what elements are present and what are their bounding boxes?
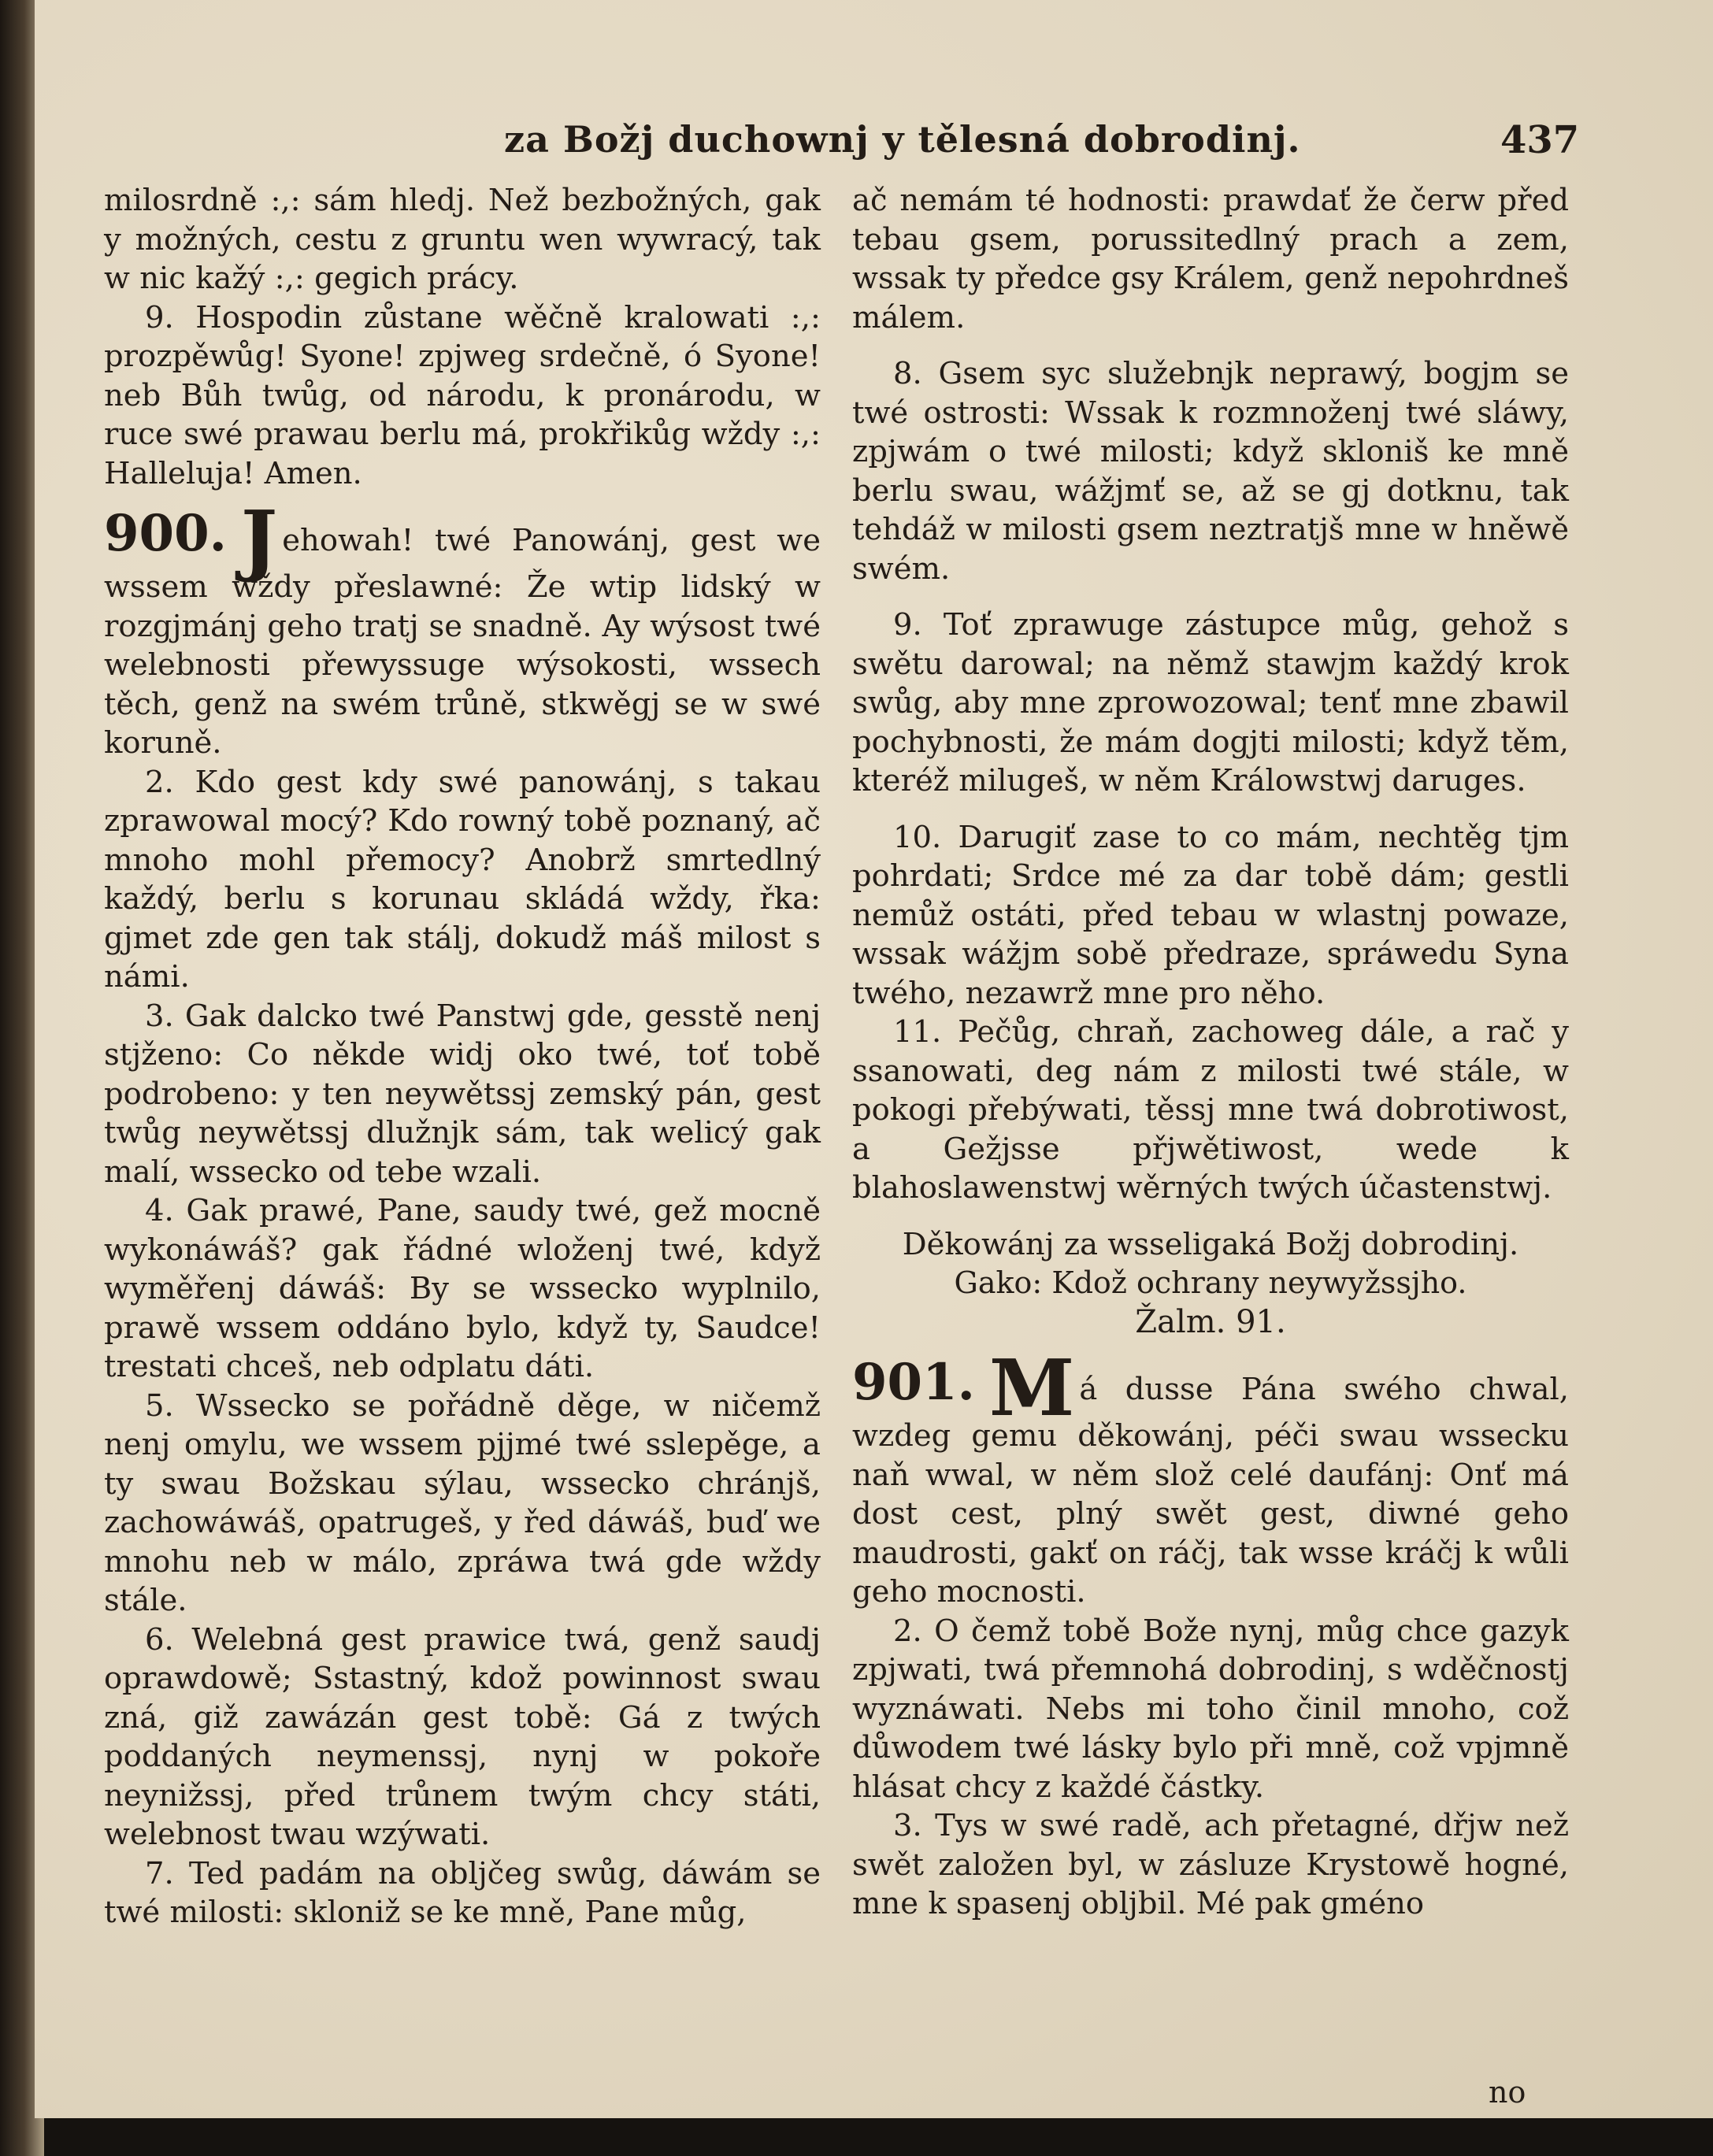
hymn-900-first-verse — [104, 495, 821, 763]
verse-4: 4. Gak prawé, Pane, saudy twé, gež mocně wykonáwáš? gak řádné wloženj twé, když wyměřenj dáwáš: By se wssecko wyplnilo, prawě wssem oddáno bylo, když ty, Saudce! trestati chceš, neb odplatu dáti. — [104, 1193, 821, 1384]
psalm-reference: Žalm. 91. — [1135, 1303, 1286, 1340]
hymn-text: ehowah! twé Panowánj, gest we wssem wždy přeslawné: Že wtip lidský w rozgjmánj geho tratj se snadně. Ay wýsost twé welebnosti přewyssuge wýsokosti, wssech těch, genž na swém trůně, stkwěgj se w swé koruně. — [104, 523, 821, 761]
drop-cap: M — [988, 1343, 1075, 1434]
drop-cap: J — [240, 495, 278, 585]
verse-7: 7. Ted padám na obljčeg swůg, dáwám se twé milosti: skloniž se ke mně, Pane můg, — [104, 1855, 821, 1930]
verse-6: 6. Welebná gest prawice twá, genž saudj oprawdowě; Sstastný, kdož powinnost swau zná, giž zawázán gest tobě: Gá z twých poddaných neymenssj, nynj w pokoře neynižssj, před trůnem twým chcy státi, welebnost twau wzýwati. — [104, 1621, 821, 1852]
verse-2: 2. Kdo gest kdy swé panowánj, s takau zprawowal mocý? Kdo rowný tobě poznaný, ač mnoho mohl přemocy? Anobrž smrtedlný každý, berlu s korunau skládá wždy, řka: gjmet zde gen tak stálj, dokudž máš milost s námi. — [104, 764, 821, 995]
continued-verse: ač nemám té hodnosti: prawdať že čerw před tebau gsem, porussitedlný prach a zem, wssak ty předce gsy Králem, genž nepohrdneš málem. — [852, 183, 1569, 335]
verse-8: 8. Gsem syc služebnjk neprawý, bogjm se twé ostrosti: Wssak k rozmnoženj twé sláwy, zpjwám o twé milosti; když skloniš ke mně berlu swau, wážjmť se, až se gj dotknu, tak tehdáž w milosti gsem neztratjš mne w hněwě swém. — [852, 356, 1569, 587]
verse-5: 5. Wssecko se pořádně děge, w ničemž nenj omylu, we wssem pjjmé twé sslepěge, a ty swau Božskau sýlau, wssecko chránjš, zachowáwáš, opatrugeš, y řed dáwáš, buď we mnohu neb w málo, zpráwa twá gde wždy stále. — [104, 1387, 821, 1618]
left-column — [104, 181, 821, 1932]
hymn-number: 900. — [104, 504, 227, 563]
hymn-title: Děkowánj za wsseligaká Božj dobrodinj. — [902, 1226, 1519, 1262]
page-number: 437 — [1500, 118, 1580, 162]
hymn-number: 901. — [852, 1353, 975, 1412]
right-column — [852, 181, 1569, 1924]
hymn-901-first-verse — [852, 1343, 1569, 1612]
running-title: za Božj duchownj y tělesná dobrodinj. — [504, 118, 1301, 161]
verse-10: 10. Darugiť zase to co mám, nechtěg tjm pohrdati; Srdce mé za dar tobě dám; gestli nemůž ostáti, před tebau w wlastnj powaze, wssak wážjm sobě předraze, spráwedu Syna twého, nezawrž mne pro něho. — [852, 819, 1569, 1011]
catchword: no — [1489, 2075, 1526, 2110]
verse-2: 2. O čemž tobě Bože nynj, můg chce gazyk zpjwati, twá přemnohá dobrodinj, s wděčnostj wyznáwati. Nebs mi toho činil mnoho, což důwodem twé lásky bylo při mně, což vpjmně hlásat chcy z každé částky. — [852, 1613, 1569, 1805]
verse-9: 9. Hospodin zůstane wěčně kralowati :,: prozpěwůg! Syone! zpjweg srdečně, ó Syone! neb Bůh twůg, od národu, k pronárodu, w ruce swé prawau berlu má, prokřikůg wždy :,: Halleluja! Amen. — [104, 299, 821, 491]
verse-3: 3. Tys w swé radě, ach přetagné, dřjw než swět založen byl, w zásluze Krystowě hogné, mne k spasenj obljbil. Mé pak gméno — [852, 1808, 1569, 1921]
hymn-text: á dusse Pána swého chwal, wzdeg gemu děkowánj, péči swau wssecku naň wwal, w něm slož celé daufánj: Onť má dost cest, plný swět gest, diwné geho maudrosti, gakť on ráčj, tak wsse kráčj k wůli geho mocnosti. — [852, 1372, 1569, 1610]
hymn-tune: Gako: Kdož ochrany neywyžssjho. — [954, 1265, 1467, 1300]
verse-11: 11. Pečůg, chraň, zachoweg dále, a rač y ssanowati, deg nám z milosti twé stále, w pokogi přebýwati, těssj mne twá dobrotiwost, a Gežjsse přjwětiwost, wede k blahoslawenstwj wěrných twých účastenstwj. — [852, 1014, 1569, 1206]
verse-9: 9. Toť zprawuge zástupce můg, gehož s swětu darowal; na němž stawjm každý krok swůg, aby mne zprowozowal; tenť mne zbawil pochybnosti, že mám dogjti milosti; když těm, kteréž milugeš, w něm Králowstwj daruges. — [852, 607, 1569, 798]
continued-verse: milosrdně :,: sám hledj. Než bezbožných, gak y možných, cestu z gruntu wen wywracý, tak w nic kažý :,: gegich prácy. — [104, 183, 821, 296]
verse-3: 3. Gak dalcko twé Panstwj gde, gesstě nenj stjženo: Co někde widj oko twé, toť tobě podrobeno: y ten neywětssj zemský pán, gest twůg neywětssj dlužnjk sám, tak welicý gak malí, wssecko od tebe wzali. — [104, 998, 821, 1190]
